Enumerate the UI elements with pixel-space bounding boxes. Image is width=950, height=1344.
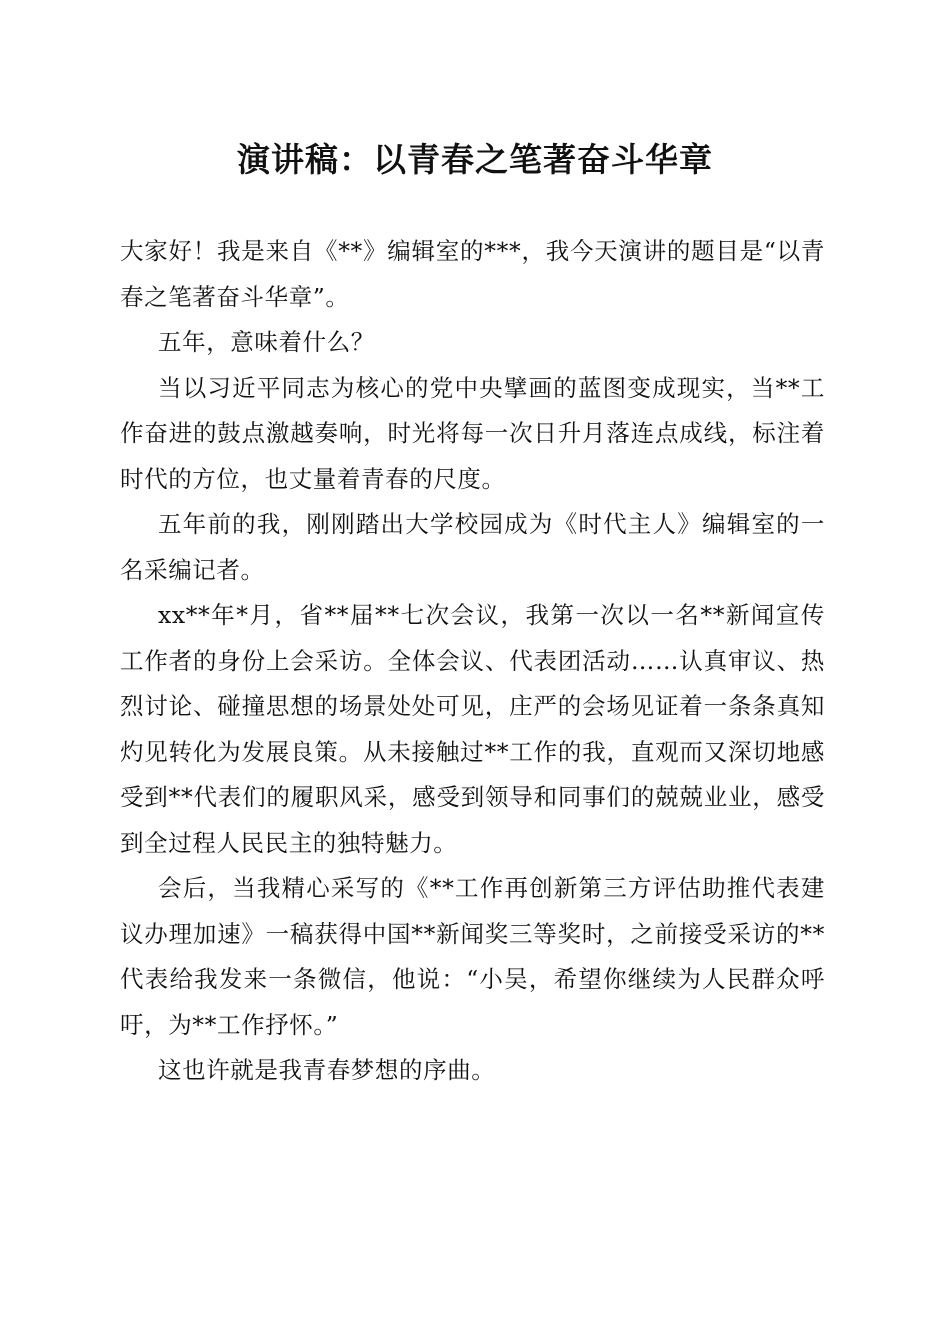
paragraph-prelude: 这也许就是我青春梦想的序曲。 [158,1056,496,1084]
paragraph-greeting: 大家好！我是来自《**》编辑室的***，我今天演讲的题目是“以青春之笔著奋斗华章”。 [120,237,825,311]
document-title: 演讲稿：以青春之笔著奋斗华章 [237,140,713,179]
paragraph-first-interview: xx**年*月，省**届**七次会议，我第一次以一名**新闻宣传工作者的身份上会采访。全体会议、代表团活动……认真审议、热烈讨论、碰撞思想的场景处处可见，庄严的会场见证着一条条真知灼见转化为发展良策。从未接触过**工作的我，直观而又深切地感受到**代表们的履职风采，感受到领导和同事们的兢兢业业，感受到全过程人民民主的独特魅力。 [120,601,825,857]
document-body [120,229,825,1094]
paragraph-five-years-ago: 五年前的我，刚刚踏出大学校园成为《时代主人》编辑室的一名采编记者。 [120,510,825,584]
paragraph-blueprint: 当以习近平同志为核心的党中央擘画的蓝图变成现实，当**工作奋进的鼓点激越奏响，时光将每一次日升月落连点成线，标注着时代的方位，也丈量着青春的尺度。 [120,373,825,493]
paragraph-award: 会后，当我精心采写的《**工作再创新第三方评估助推代表建议办理加速》一稿获得中国**新闻奖三等奖时，之前接受采访的**代表给我发来一条微信，他说：“小吴，希望你继续为人民群众呼吁，为**工作抒怀。” [120,874,825,1039]
paragraph-question: 五年，意味着什么？ [158,328,375,356]
